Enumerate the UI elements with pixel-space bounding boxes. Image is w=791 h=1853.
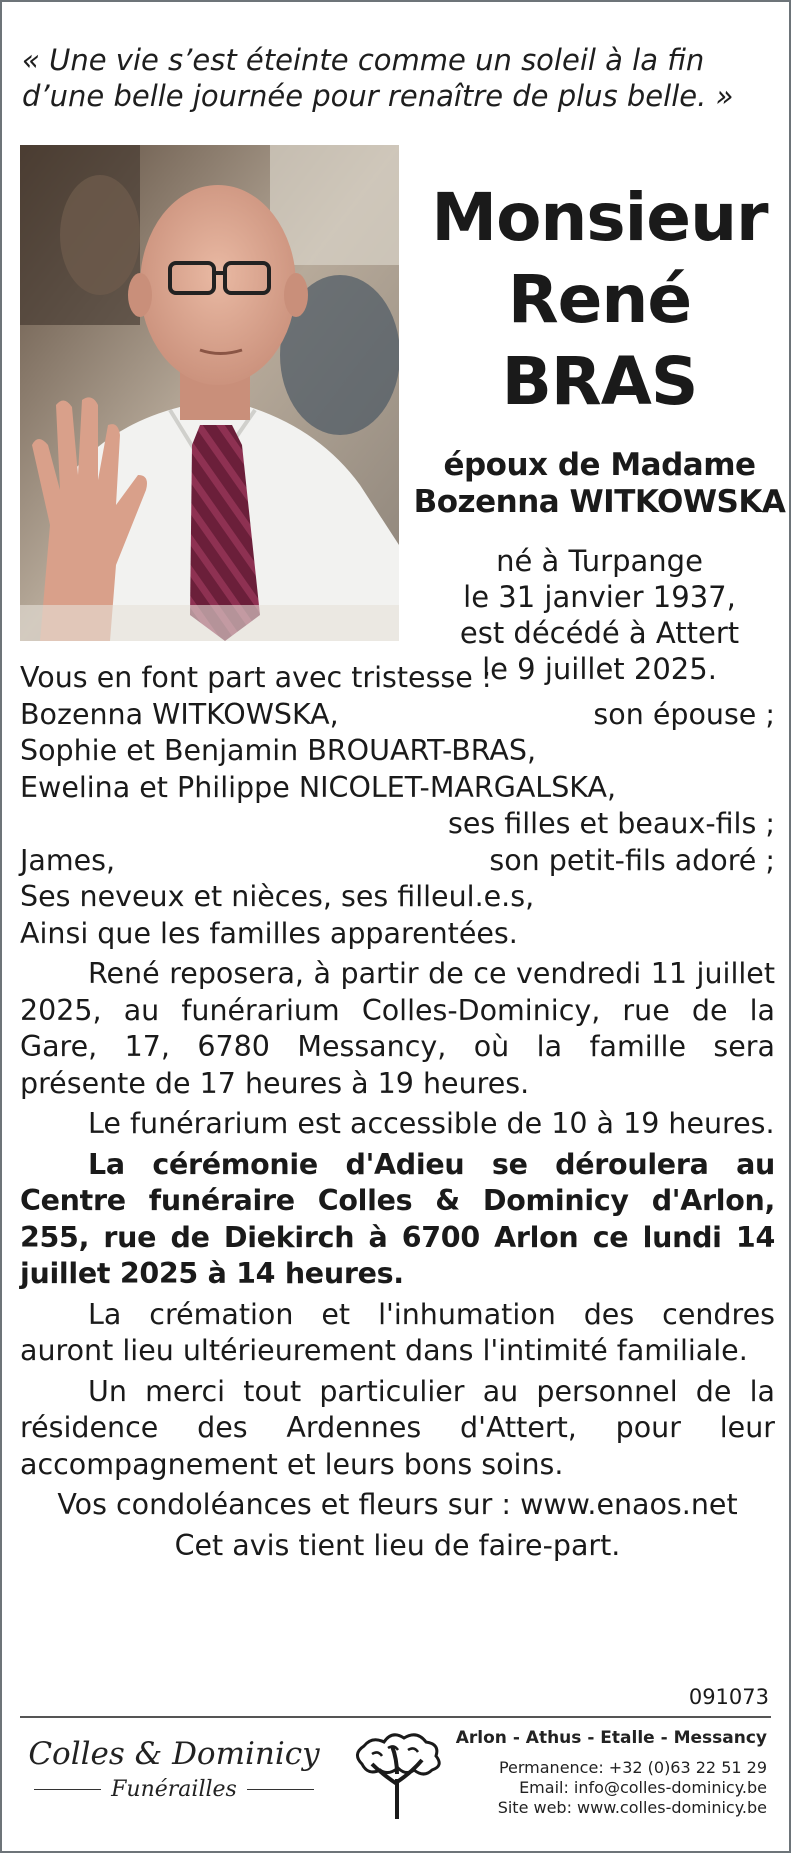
website: Site web: www.colles-dominicy.be <box>497 1798 767 1817</box>
funerarium-hours: Le funérarium est accessible de 10 à 19 heures. <box>88 1107 775 1140</box>
family-row: Ewelina et Philippe NICOLET-MARGALSKA, <box>20 770 617 804</box>
visitation-paragraph: René reposera, à partir de ce vendredi 11 juillet 2025, au funérarium Colles-Dominicy, rue de la Gare, 17, 6780 Messancy, où la famille sera présente de 17 heures à 19 heures. <box>20 957 775 1100</box>
deceased-title <box>407 177 791 423</box>
death-place: est décédé à Attert <box>459 616 740 650</box>
family-extra: Ses neveux et nièces, ses filleul.e.s, <box>20 880 535 913</box>
family-extra: Ainsi que les familles apparentées. <box>20 916 518 950</box>
deceased-name: René BRAS <box>501 261 698 420</box>
family-role: son petit-fils adoré ; <box>489 843 775 877</box>
family-name: James, <box>20 843 116 877</box>
death-date: le 9 juillet 2025. <box>482 652 717 686</box>
condolences-line: Vos condoléances et fleurs sur : www.enaos.net <box>57 1488 738 1521</box>
deceased-header <box>407 177 791 687</box>
brand-subtitle: Funérailles <box>24 1777 324 1802</box>
tree-icon <box>342 1724 452 1828</box>
spouse-info <box>407 447 791 521</box>
reference-number: 091073 <box>688 1685 769 1709</box>
family-row <box>20 697 775 734</box>
family-name: Bozenna WITKOWSKA, <box>20 697 339 731</box>
birth-place: né à Turpange <box>496 544 703 578</box>
brand-name: Colles & Dominicy <box>28 1736 320 1772</box>
family-row <box>20 843 775 880</box>
quote-line-2: d’une belle journée pour renaître de plus belle. » <box>22 79 734 113</box>
title-honorific: Monsieur <box>431 179 768 256</box>
email: Email: info@colles-dominicy.be <box>519 1778 767 1797</box>
ceremony-paragraph: La cérémonie d'Adieu se déroulera au Centre funéraire Colles & Dominicy d'Arlon, 255, rue de Diekirch à 6700 Arlon ce lundi 14 juillet 2025 à 14 heures. <box>20 1147 775 1290</box>
towns: Arlon - Athus - Etalle - Messancy <box>455 1728 767 1748</box>
funeral-home-brand <box>24 1735 324 1802</box>
epitaph-quote <box>22 42 762 114</box>
family-row: Sophie et Benjamin BROUART-BRAS, <box>20 734 537 767</box>
quote-line-1: « Une vie s’est éteinte comme un soleil à la fin <box>22 43 705 77</box>
birth-date: le 31 janvier 1937, <box>463 580 736 614</box>
spouse-line-2: Bozenna WITKOWSKA <box>413 484 786 520</box>
phone: Permanence: +32 (0)63 22 51 29 <box>498 1758 767 1777</box>
spouse-line-1: époux de Madame <box>443 447 756 483</box>
family-role: ses filles et beaux-fils ; <box>448 807 775 840</box>
notice-body <box>20 660 775 1564</box>
footer-divider <box>20 1716 771 1718</box>
notice-line: Cet avis tient lieu de faire-part. <box>174 1528 621 1562</box>
portrait-photo <box>20 145 399 641</box>
cremation-paragraph: La crémation et l'inhumation des cendres auront lieu ultérieurement dans l'intimité familiale. <box>20 1297 775 1367</box>
thanks-paragraph: Un merci tout particulier au personnel de la résidence des Ardennes d'Attert, pour leur accompagnement et leurs bons soins. <box>20 1374 775 1481</box>
family-intro: Vous en font part avec tristesse : <box>20 661 492 694</box>
contact-info <box>437 1728 767 1818</box>
family-role: son épouse ; <box>593 697 775 731</box>
